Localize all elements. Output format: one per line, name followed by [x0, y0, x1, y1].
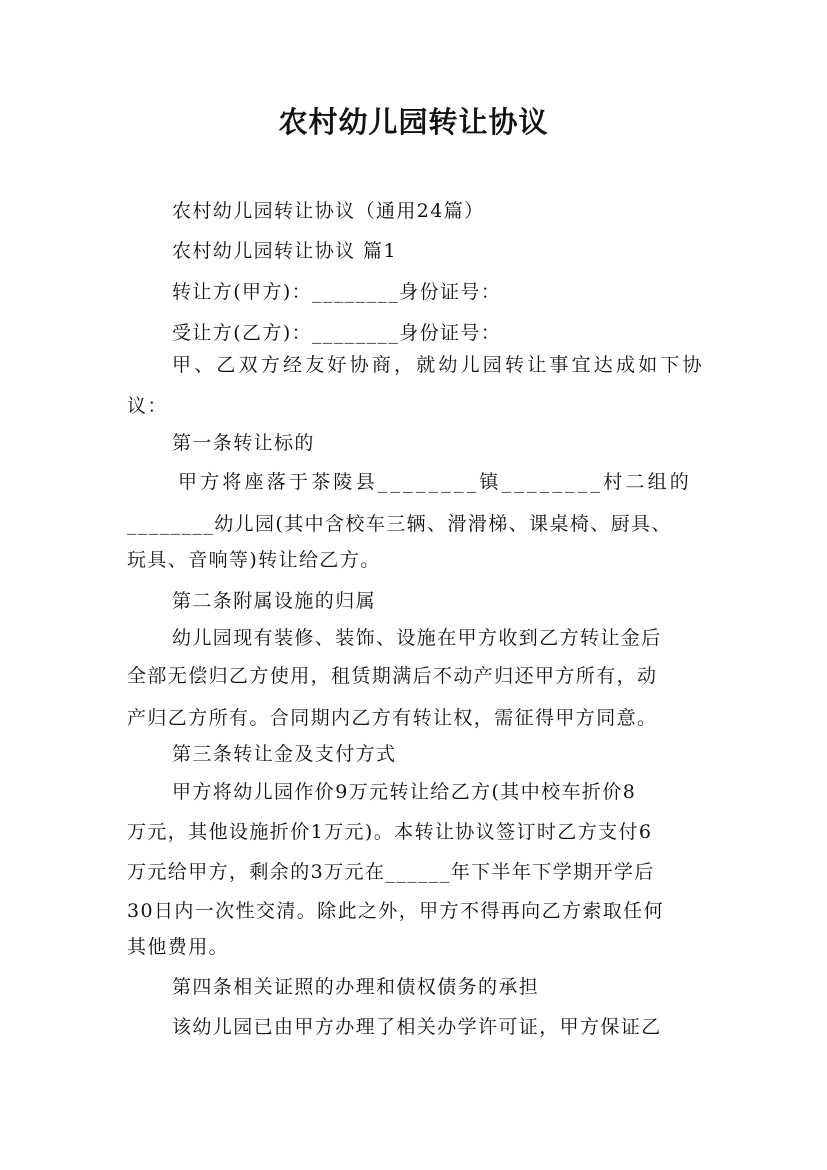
paragraph-line: 全部无偿归乙方使用，租赁期满后不动产归还甲方所有，动	[127, 665, 658, 687]
paragraph-line: 甲方将座落于茶陵县________镇________村二组的	[178, 471, 693, 493]
paragraph-line: 30日内一次性交清。除此之外，甲方不得再向乙方索取任何	[127, 900, 664, 922]
subtitle-line: 农村幼儿园转让协议（通用24篇）	[172, 200, 485, 222]
document-title: 农村幼儿园转让协议	[278, 105, 549, 139]
paragraph-line: ________幼儿园(其中含校车三辆、滑滑梯、课桌椅、厨具、	[127, 513, 672, 535]
section-heading: 农村幼儿园转让协议 篇1	[172, 240, 397, 262]
party-b-line: 受让方(乙方)：________身份证号：	[172, 322, 502, 344]
party-a-line: 转让方(甲方)：________身份证号：	[172, 281, 502, 303]
paragraph-line: 幼儿园现有装修、装饰、设施在甲方收到乙方转让金后	[172, 627, 662, 649]
paragraph-line: 万元，其他设施折价1万元)。本转让协议签订时乙方支付6	[127, 821, 653, 843]
article-heading: 第二条附属设施的归属	[172, 590, 377, 612]
article-heading: 第一条转让标的	[172, 432, 315, 454]
article-heading: 第三条转让金及支付方式	[172, 743, 397, 765]
paragraph-line: 玩具、音响等)转让给乙方。	[127, 549, 381, 571]
paragraph-line: 甲方将幼儿园作价9万元转让给乙方(其中校车折价8	[172, 781, 637, 803]
paragraph-line: 议：	[127, 395, 168, 417]
paragraph-line: 其他费用。	[127, 936, 230, 958]
paragraph-line: 该幼儿园已由甲方办理了相关办学许可证，甲方保证乙	[172, 1016, 662, 1038]
article-heading: 第四条相关证照的办理和债权债务的承担	[172, 976, 540, 998]
paragraph-line: 产归乙方所有。合同期内乙方有转让权，需征得甲方同意。	[127, 707, 658, 729]
paragraph-line: 万元给甲方，剩余的3万元在______年下半年下学期开学后	[127, 861, 655, 883]
paragraph-line: 甲、乙双方经友好协商，就幼儿园转让事宜达成如下协	[172, 354, 705, 376]
